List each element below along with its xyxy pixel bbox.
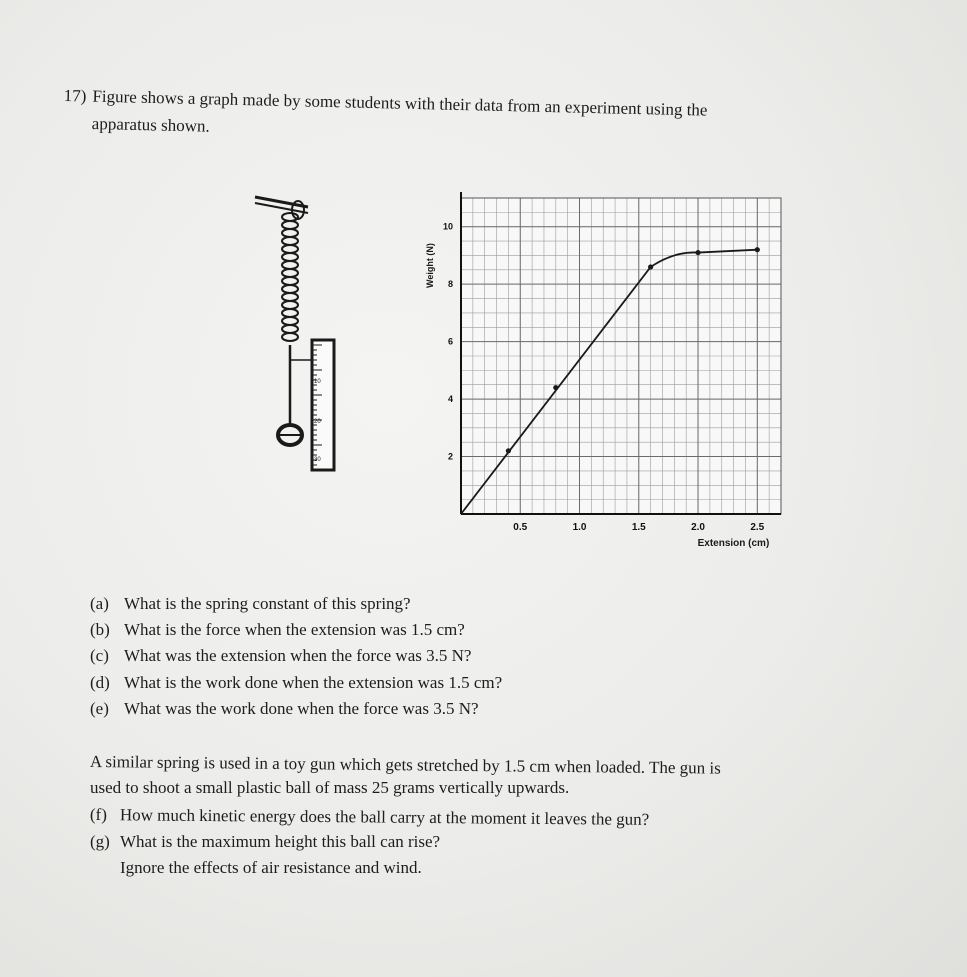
x-tick-labels	[513, 522, 764, 533]
question-a-text: What is the spring constant of this spring?	[124, 594, 411, 613]
data-point	[755, 247, 760, 252]
y-axis-label: Weight (N)	[425, 243, 435, 288]
graph-grid	[461, 198, 781, 514]
spring-coil	[282, 261, 298, 269]
question-c-label: (c)	[90, 646, 109, 665]
spring-coil	[282, 229, 298, 237]
question-e-label: (e)	[90, 699, 109, 718]
spring-coil	[282, 221, 298, 229]
spring-apparatus-figure	[250, 185, 360, 485]
question-g-label: (g)	[90, 832, 110, 851]
question-intro-line-1: Figure shows a graph made by some students with their data from an experiment using the	[92, 86, 708, 120]
scenario-line-2: used to shoot a small plastic ball of mass 25 grams vertically upwards.	[90, 778, 570, 797]
question-a	[90, 594, 411, 614]
spring-coil	[282, 269, 298, 277]
data-point	[553, 385, 558, 390]
spring-coils	[282, 213, 298, 341]
spring-coil	[282, 333, 298, 341]
spring-coil	[282, 309, 298, 317]
question-g	[90, 832, 440, 852]
question-c	[90, 646, 471, 666]
scenario-line-1: A similar spring is used in a toy gun which gets stretched by 1.5 cm when loaded. The gun is	[89, 752, 721, 778]
question-b-text: What is the force when the extension was 1.5 cm?	[124, 620, 465, 639]
question-f-label: (f)	[89, 805, 107, 825]
question-d-label: (d)	[90, 673, 110, 692]
data-point	[506, 448, 511, 453]
x-tick-label: 2.0	[691, 522, 705, 533]
scenario-note: Ignore the effects of air resistance and wind.	[120, 858, 422, 877]
y-tick-label: 6	[447, 336, 453, 347]
x-tick-label: 1.0	[572, 522, 587, 533]
question-a-label: (a)	[90, 594, 109, 613]
question-f	[90, 805, 650, 830]
weight-extension-graph	[415, 188, 795, 558]
spring-coil	[282, 301, 298, 309]
question-g-text: What is the maximum height this ball can rise?	[120, 832, 441, 851]
question-d-text: What is the work done when the extension was 1.5 cm?	[124, 673, 503, 692]
spring-coil	[282, 237, 298, 245]
question-e-text: What was the work done when the force was 3.5 N?	[124, 699, 479, 718]
scale-label-20: 20	[314, 419, 321, 425]
question-b-label: (b)	[90, 620, 110, 639]
spring-coil	[282, 285, 298, 293]
x-tick-label: 0.5	[513, 522, 528, 533]
spring-coil	[282, 245, 298, 253]
question-c-text: What was the extension when the force was 3.5 N?	[124, 646, 472, 665]
x-tick-label: 1.5	[631, 522, 646, 533]
data-point	[695, 250, 700, 255]
y-tick-label: 2	[447, 451, 453, 462]
scale-label-30: 30	[314, 457, 321, 463]
y-tick-label: 10	[442, 221, 453, 232]
question-f-text: How much kinetic energy does the ball carry at the moment it leaves the gun?	[119, 805, 650, 829]
spring-coil	[282, 277, 298, 285]
data-point	[648, 264, 653, 269]
y-tick-label: 4	[447, 394, 453, 405]
y-tick-label: 8	[447, 279, 453, 290]
scale-label-10: 10	[314, 379, 321, 385]
question-e	[90, 699, 479, 719]
question-number: 17)	[63, 86, 87, 106]
x-tick-label: 2.5	[750, 522, 765, 533]
spring-coil	[282, 293, 298, 301]
y-tick-labels	[443, 222, 453, 462]
spring-coil	[282, 253, 298, 261]
spring-coil	[282, 213, 298, 221]
spring-coil	[282, 325, 298, 333]
question-intro-line-2: apparatus shown.	[91, 114, 211, 136]
question-b	[90, 620, 465, 640]
question-d	[90, 673, 502, 693]
spring-coil	[282, 317, 298, 325]
x-axis-label: Extension (cm)	[697, 538, 770, 549]
